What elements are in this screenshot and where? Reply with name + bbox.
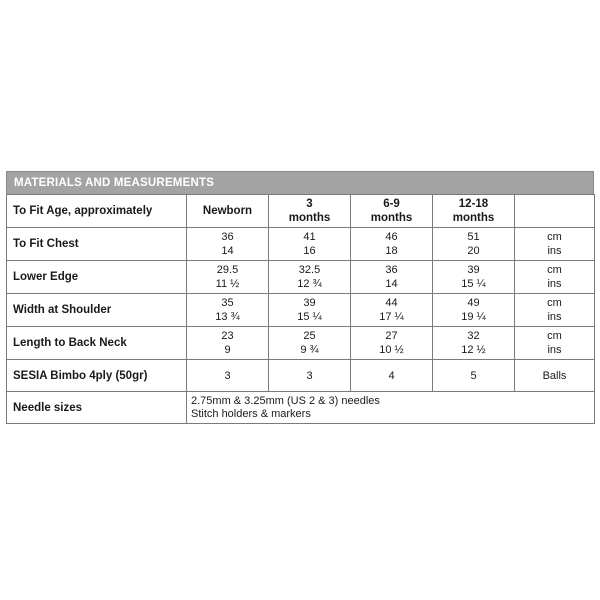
table-cell bbox=[433, 228, 515, 261]
table-title: MATERIALS AND MEASUREMENTS bbox=[6, 171, 594, 194]
unit-cell bbox=[515, 261, 595, 294]
row-label: SESIA Bimbo 4ply (50gr) bbox=[7, 360, 187, 392]
cm-value: 32.5 bbox=[298, 264, 321, 276]
ins-value: 14 bbox=[385, 278, 398, 290]
table-row bbox=[7, 261, 595, 294]
table-cell bbox=[187, 261, 269, 294]
ins-value: 9 bbox=[224, 344, 231, 356]
table-cell bbox=[351, 294, 433, 327]
balls-value: 3 bbox=[269, 360, 351, 392]
table-cell bbox=[433, 261, 515, 294]
ins-value: 12 ¾ bbox=[297, 278, 322, 290]
size-header-12-18-months bbox=[433, 195, 515, 228]
ins-value: 20 bbox=[467, 245, 480, 257]
cm-value: 25 bbox=[303, 330, 316, 342]
unit-header bbox=[515, 195, 595, 228]
size-header-line: months bbox=[370, 212, 413, 224]
ins-value: 18 bbox=[385, 245, 398, 257]
measurements-table bbox=[6, 194, 595, 424]
cm-value: 39 bbox=[303, 297, 316, 309]
cm-value: 23 bbox=[221, 330, 234, 342]
balls-value: 4 bbox=[351, 360, 433, 392]
ins-value: 9 ¾ bbox=[300, 344, 319, 356]
size-header-newborn bbox=[187, 195, 269, 228]
unit-ins: ins bbox=[547, 344, 562, 356]
ins-value: 10 ½ bbox=[379, 344, 404, 356]
ins-value: 12 ½ bbox=[461, 344, 486, 356]
ins-value: 14 bbox=[221, 245, 234, 257]
cm-value: 36 bbox=[221, 231, 234, 243]
yarn-row bbox=[7, 360, 595, 392]
size-header-3-months bbox=[269, 195, 351, 228]
unit-cm: cm bbox=[547, 264, 562, 276]
table-cell bbox=[187, 228, 269, 261]
unit-cm: cm bbox=[547, 231, 562, 243]
unit-balls: Balls bbox=[515, 360, 595, 392]
size-header-6-9-months bbox=[351, 195, 433, 228]
cm-value: 27 bbox=[385, 330, 398, 342]
table-row bbox=[7, 327, 595, 360]
row-label: To Fit Chest bbox=[7, 228, 187, 261]
materials-table bbox=[6, 171, 594, 424]
cm-value: 51 bbox=[467, 231, 480, 243]
ins-value: 16 bbox=[303, 245, 316, 257]
size-header-line: Newborn bbox=[202, 205, 253, 217]
table-cell bbox=[269, 294, 351, 327]
table-cell bbox=[351, 228, 433, 261]
cm-value: 29.5 bbox=[216, 264, 239, 276]
size-header-line: months bbox=[452, 212, 495, 224]
ins-value: 13 ¾ bbox=[215, 311, 240, 323]
table-cell bbox=[433, 327, 515, 360]
unit-cell bbox=[515, 228, 595, 261]
header-row bbox=[7, 195, 595, 228]
needles-row bbox=[7, 392, 595, 424]
cm-value: 49 bbox=[467, 297, 480, 309]
table-cell bbox=[187, 327, 269, 360]
unit-cm: cm bbox=[547, 330, 562, 342]
size-header-line: months bbox=[288, 212, 331, 224]
row-label: Width at Shoulder bbox=[7, 294, 187, 327]
row-label: Needle sizes bbox=[7, 392, 187, 424]
unit-cell bbox=[515, 294, 595, 327]
table-cell bbox=[269, 228, 351, 261]
table-cell bbox=[351, 327, 433, 360]
needles-cell bbox=[187, 392, 595, 424]
table-cell bbox=[187, 294, 269, 327]
unit-ins: ins bbox=[547, 245, 562, 257]
cm-value: 41 bbox=[303, 231, 316, 243]
table-cell bbox=[269, 261, 351, 294]
size-header-line: 12-18 bbox=[458, 198, 489, 210]
table-cell bbox=[269, 327, 351, 360]
ins-value: 15 ¼ bbox=[461, 278, 486, 290]
table-row bbox=[7, 228, 595, 261]
table-row bbox=[7, 294, 595, 327]
unit-ins: ins bbox=[547, 311, 562, 323]
unit-ins: ins bbox=[547, 278, 562, 290]
size-header-line: 6-9 bbox=[383, 198, 400, 210]
ins-value: 17 ¼ bbox=[379, 311, 404, 323]
size-header-line: 3 bbox=[306, 198, 313, 210]
unit-cm: cm bbox=[547, 297, 562, 309]
notions-line: Stitch holders & markers bbox=[191, 407, 311, 420]
ins-value: 11 ½ bbox=[215, 278, 240, 290]
cm-value: 35 bbox=[221, 297, 234, 309]
row-label: Length to Back Neck bbox=[7, 327, 187, 360]
header-label: To Fit Age, approximately bbox=[7, 195, 187, 228]
needles-line: 2.75mm & 3.25mm (US 2 & 3) needles bbox=[191, 394, 380, 407]
cm-value: 39 bbox=[467, 264, 480, 276]
balls-value: 3 bbox=[187, 360, 269, 392]
unit-cell bbox=[515, 327, 595, 360]
table-cell bbox=[433, 294, 515, 327]
balls-value: 5 bbox=[433, 360, 515, 392]
table-cell bbox=[351, 261, 433, 294]
cm-value: 44 bbox=[385, 297, 398, 309]
ins-value: 19 ¼ bbox=[461, 311, 486, 323]
cm-value: 46 bbox=[385, 231, 398, 243]
cm-value: 36 bbox=[385, 264, 398, 276]
ins-value: 15 ¼ bbox=[297, 311, 322, 323]
cm-value: 32 bbox=[467, 330, 480, 342]
row-label: Lower Edge bbox=[7, 261, 187, 294]
